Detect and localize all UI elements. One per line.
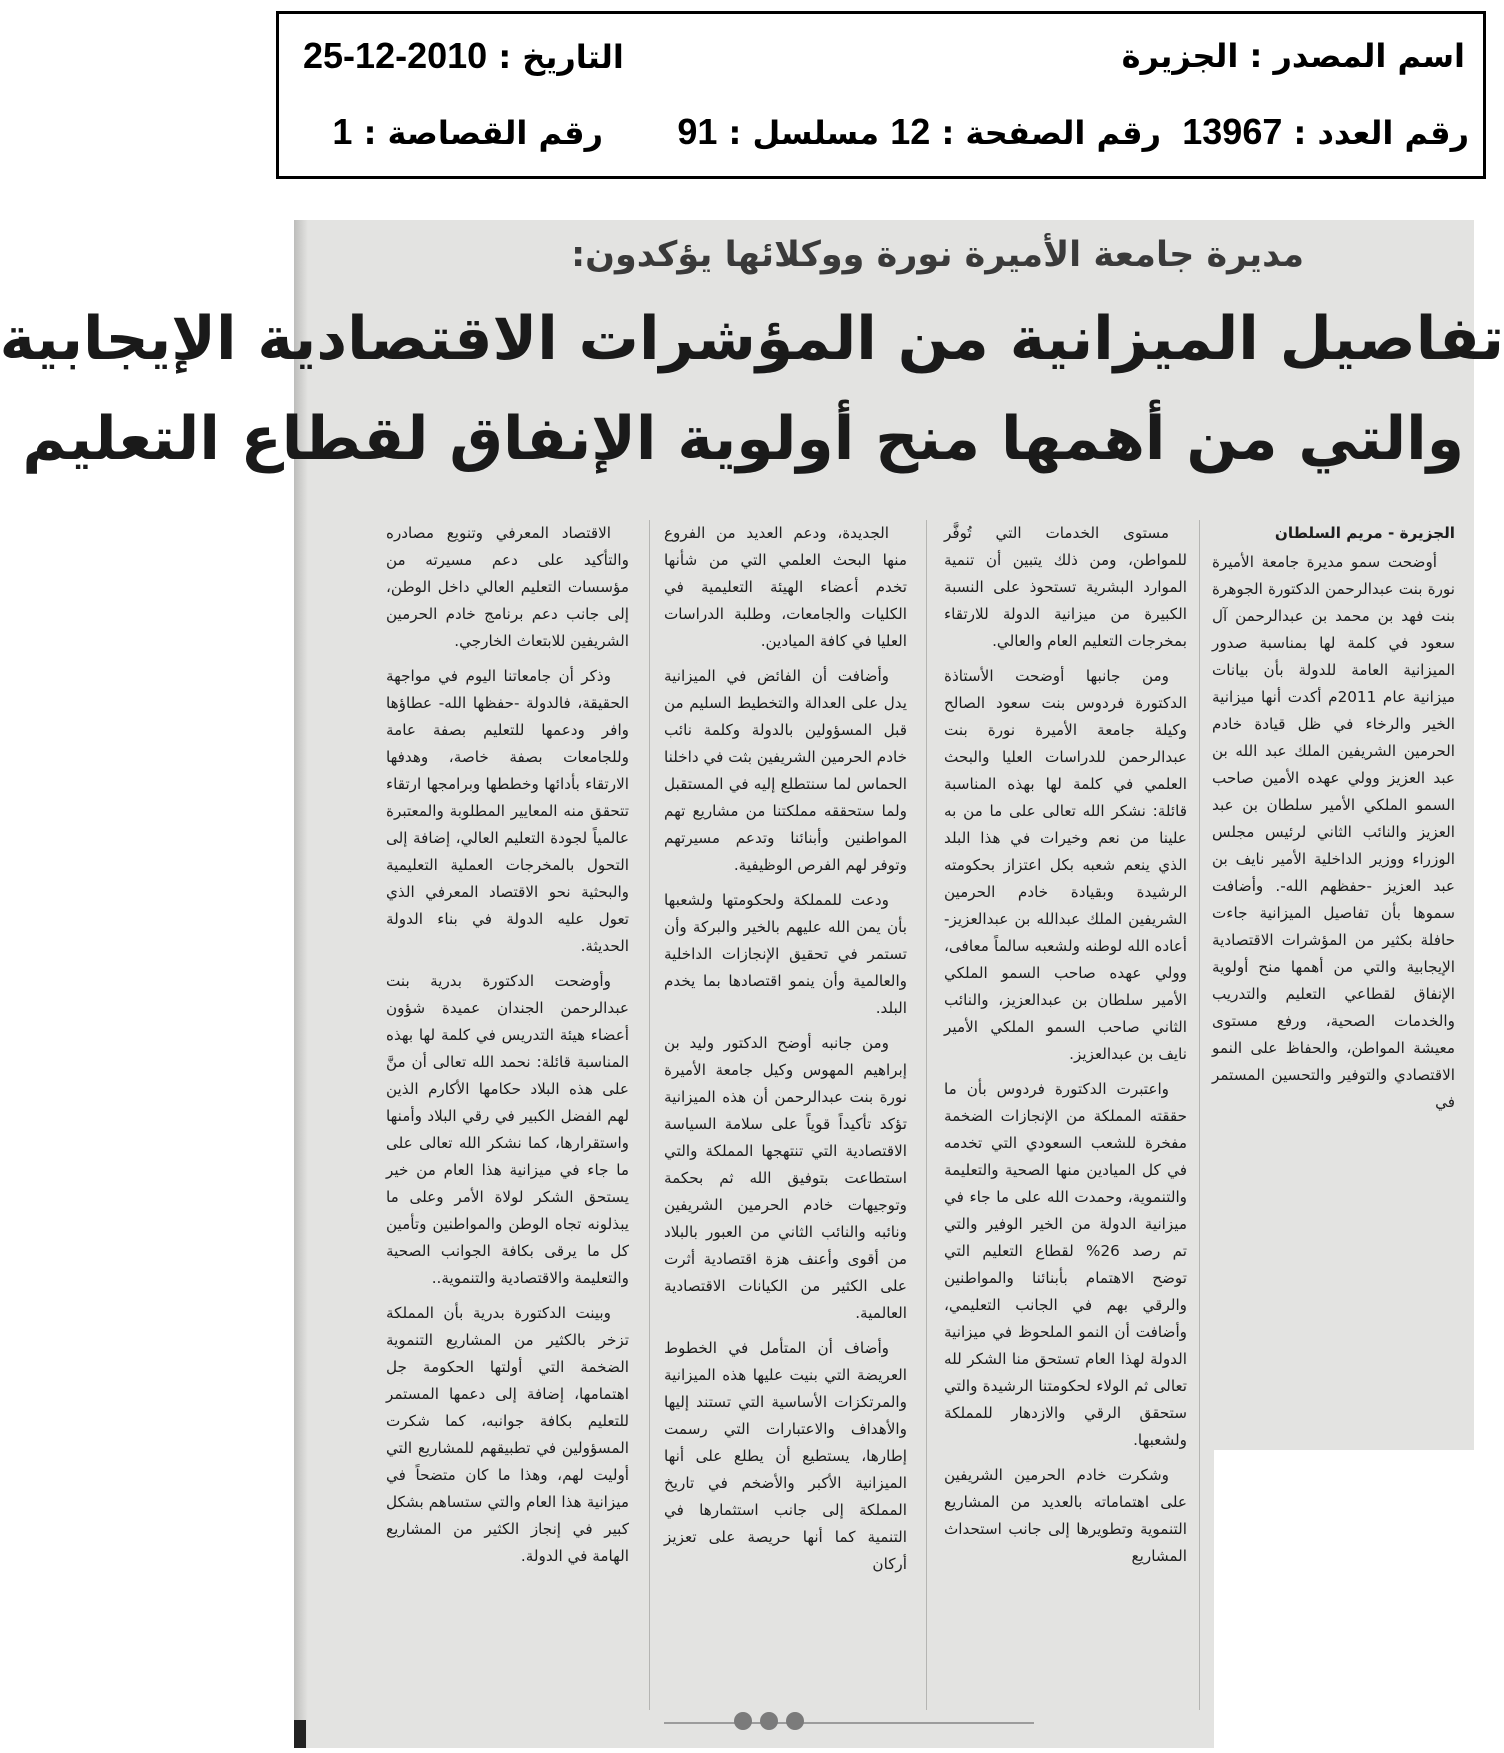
paragraph: مستوى الخدمات التي تُوفَّر للمواطن، ومن ذلك يتبين أن تنمية الموارد البشرية تستحوذ على النسبة الكبيرة من ميزانية الدولة للارتقاء بمخرجات التعليم العام والعالي. (944, 524, 1187, 650)
article-column-1 (1212, 520, 1455, 1124)
column-rule (926, 520, 927, 1710)
clipping-info-box (276, 11, 1486, 179)
issue-label: رقم العدد : (1293, 114, 1469, 152)
paragraph: وبينت الدكتورة بدرية بأن المملكة تزخر بالكثير من المشاريع التنموية الضخمة التي أولتها الحكومة جل اهتمامها، إضافة إلى دعمها المستمر للتعليم بكافة جوانبه، كما شكرت المسؤولين في تطبيقهم للمشاريع التي أوليت لهم، وهذا ما كان متضحاً في ميزانية هذا العام والتي ستساهم بشكل كبير في إنجاز الكثير من المشاريع الهامة في الدولة. (386, 1304, 629, 1565)
article-column-4 (386, 520, 629, 1578)
clip-number-field (332, 111, 603, 152)
paragraph: ومن جانبه أوضح الدكتور وليد بن إبراهيم المهوس وكيل جامعة الأميرة نورة بنت عبدالرحمن أن هذه الميزانية تؤكد تأكيداً قوياً على سلامة السياسة الاقتصادية التي تنتهجها المملكة والتي استطاعت بتوفيق الله ثم بحكمة وتوجيهات خادم الحرمين الشريفين ونائبه والنائب الثاني من العبور بالبلاد من أقوى وأعنف هزة اقتصادية أثرت على الكثير من الكيانات الاقتصادية العالمية. (664, 1034, 907, 1322)
article-column-2 (944, 520, 1187, 1578)
article-column-3 (664, 520, 907, 1586)
paragraph: وأضاف أن المتأمل في الخطوط العريضة التي بنيت عليها هذه الميزانية والمرتكزات الأساسية التي تستند إليها والأهداف والاعتبارات التي رسمت إطارها، يستطيع أن يطلع على أنها الميزانية الأكبر والأضخم في تاريخ المملكة إلى جانب استثمارها في التنمية كما أنها حريصة على تعزيز أركان (664, 1339, 907, 1573)
page-label: رقم الصفحة : (941, 114, 1161, 152)
column-rule (1199, 520, 1200, 1710)
headline-line-2: والتي من أهمها منح أولوية الإنفاق لقطاع التعليم (22, 404, 1464, 474)
serial-field (677, 111, 879, 152)
paragraph: وشكرت خادم الحرمين الشريفين على اهتماماته بالعديد من المشاريع التنموية وتطويرها إلى جانب استحداث المشاريع (944, 1466, 1187, 1565)
paragraph: وأوضحت الدكتورة بدرية بنت عبدالرحمن الجندان عميدة شؤون أعضاء هيئة التدريس في كلمة لها بهذه المناسبة قائلة: نحمد الله تعالى أن منَّ على هذه البلاد حكامها الأكارم الذين لهم الفضل الكبير في رقي البلاد وأمنها واستقرارها، كما نشكر الله تعالى على ما جاء في ميزانية هذا العام من خير يستحق الشكر لولاة الأمر وعلى ما يبذلونه تجاه الوطن والمواطنين وتأمين كل ما يرقى بكافة الجوانب الصحية والتعليمة والاقتصادية والتنموية.. (386, 972, 629, 1287)
source-field: اسم المصدر : الجزيرة (1121, 37, 1465, 75)
date-label: التاريخ : (498, 38, 624, 76)
serial-label: مسلسل : (728, 114, 879, 152)
paragraph: واعتبرت الدكتورة فردوس بأن ما حققته المملكة من الإنجازات الضخمة مفخرة للشعب السعودي التي تخدمه في كل الميادين منها الصحية والتعليمة والتنموية، وحمدت الله على ما جاء في ميزانية الدولة من الخير الوفير والتي تم رصد 26% لقطاع التعليم التي توضح الاهتمام بأبنائنا والمواطنين والرقي بهم في الجانب التعليمي، وأضافت أن النمو الملحوظ في ميزانية الدولة لهذا العام تستحق منا الشكر لله تعالى ثم الولاء لحكومتنا الرشيدة والتي ستحقق الرقي والازدهار للمملكة ولشعبها. (944, 1080, 1188, 1449)
page-field (890, 111, 1161, 152)
paragraph: أوضحت سمو مديرة جامعة الأميرة نورة بنت عبدالرحمن الدكتورة الجوهرة بنت فهد بن محمد بن عبدالرحمن آل سعود في كلمة لها بمناسبة صدور الميزانية العامة للدولة بأن بيانات ميزانية عام 2011م أكدت أنها ميزانية الخير والرخاء في ظل قيادة خادم الحرمين الشريفين الملك عبد الله بن عبد العزيز وولي عهده الأمين صاحب السمو الملكي الأمير سلطان بن عبد العزيز والنائب الثاني لرئيس مجلس الوزراء ووزير الداخلية الأمير نايف بن عبد العزيز -حفظهم الله-. وأضافت سموها بأن تفاصيل الميزانية جاءت حافلة بكثير من المؤشرات الاقتصادية الإيجابية والتي من أهمها منح أولوية الإنفاق لقطاعي التعليم والتدريب والخدمات الصحية، ورفع مستوى معيشة المواطن، والحفاظ على النمو الاقتصادي والتوفير والتحسين المستمر في (1212, 553, 1455, 1111)
paragraph: الجديدة، ودعم العديد من الفروع منها البحث العلمي التي من شأنها تخدم أعضاء الهيئة التعليمية في الكليات والجامعات، وطلبة الدراسات العليا في كافة الميادين. (664, 524, 907, 650)
paragraph: ومن جانبها أوضحت الأستاذة الدكتورة فردوس بنت سعود الصالح وكيلة جامعة الأميرة نورة بنت عبدالرحمن للدراسات العليا والبحث العلمي في كلمة لها بهذه المناسبة قائلة: نشكر الله تعالى على ما من به علينا من نعم وخيرات في هذا البلد الذي ينعم شعبه بكل اعتزاز بحكومته الرشيدة وبقيادة خادم الحرمين الشريفين الملك عبدالله بن عبدالعزيز- أعاده الله لوطنه ولشعبه سالماً معافى، وولي عهده صاحب السمو الملكي الأمير سلطان بن عبدالعزيز، والنائب الثاني صاحب السمو الملكي الأمير نايف بن عبدالعزيز. (944, 667, 1187, 1063)
column-rule (649, 520, 650, 1710)
scan-corner-mark (294, 1720, 306, 1748)
page-value: 12 (890, 111, 931, 152)
paragraph: الاقتصاد المعرفي وتنويع مصادره والتأكيد على دعم مسيرته من مؤسسات التعليم العالي داخل الوطن، إلى جانب دعم برنامج خادم الحرمين الشريفين للابتعاث الخارجي. (386, 524, 629, 650)
bottom-rule (664, 1722, 1034, 1724)
blank-cutout-area (1214, 1450, 1474, 1748)
date-value: 2010-12-25 (303, 35, 488, 76)
paragraph: ودعت للمملكة ولحكومتها ولشعبها بأن يمن الله عليهم بالخير والبركة وأن تستمر في تحقيق الإنجازات الداخلية والعالمية وأن ينمو اقتصادها بما يخدم البلد. (664, 891, 907, 1017)
pre-headline: مديرة جامعة الأميرة نورة ووكلائها يؤكدون: (571, 235, 1304, 275)
ornament-dot (786, 1712, 804, 1730)
headline-line-1: تفاصيل الميزانية من المؤشرات الاقتصادية الإيجابية (0, 304, 1504, 374)
newspaper-clipping (0, 220, 1504, 1748)
clip-number-value: 1 (332, 111, 353, 152)
date-field (303, 35, 624, 76)
paragraph: وأضافت أن الفائض في الميزانية يدل على العدالة والتخطيط السليم من قبل المسؤولين بالدولة وكلمة نائب خادم الحرمين الشريفين بثت في داخلنا الحماس لما سنتطلع إليه في المستقبل ولما ستحققه مملكتنا من مشاريع تهم المواطنين وأبنائنا وتدعم مسيرتهم وتوفر لهم الفرص الوظيفية. (664, 667, 907, 874)
ornament-dot (760, 1712, 778, 1730)
paragraph: وذكر أن جامعاتنا اليوم في مواجهة الحقيقة، فالدولة -حفظها الله- عطاؤها وافر ودعمها للتعليم بصفة عامة وللجامعات بصفة خاصة، وهدفها الارتقاء بأدائها وخططها وبرامجها ارتقاء تتحقق منه المعايير المطلوبة والمعتبرة عالمياً لجودة التعليم العالي، إضافة إلى التحول بالمخرجات العملية التعليمية والبحثية نحو الاقتصاد المعرفي الذي تعول عليه الدولة في بناء الدولة الحديثة. (386, 667, 629, 955)
byline: الجزيرة - مريم السلطان (1274, 524, 1455, 542)
issue-value: 13967 (1182, 111, 1283, 152)
clip-number-label: رقم القصاصة : (363, 114, 603, 152)
serial-value: 91 (677, 111, 718, 152)
ornament-dot (734, 1712, 752, 1730)
issue-field (1182, 111, 1469, 152)
page-ornament-dots (734, 1712, 804, 1736)
